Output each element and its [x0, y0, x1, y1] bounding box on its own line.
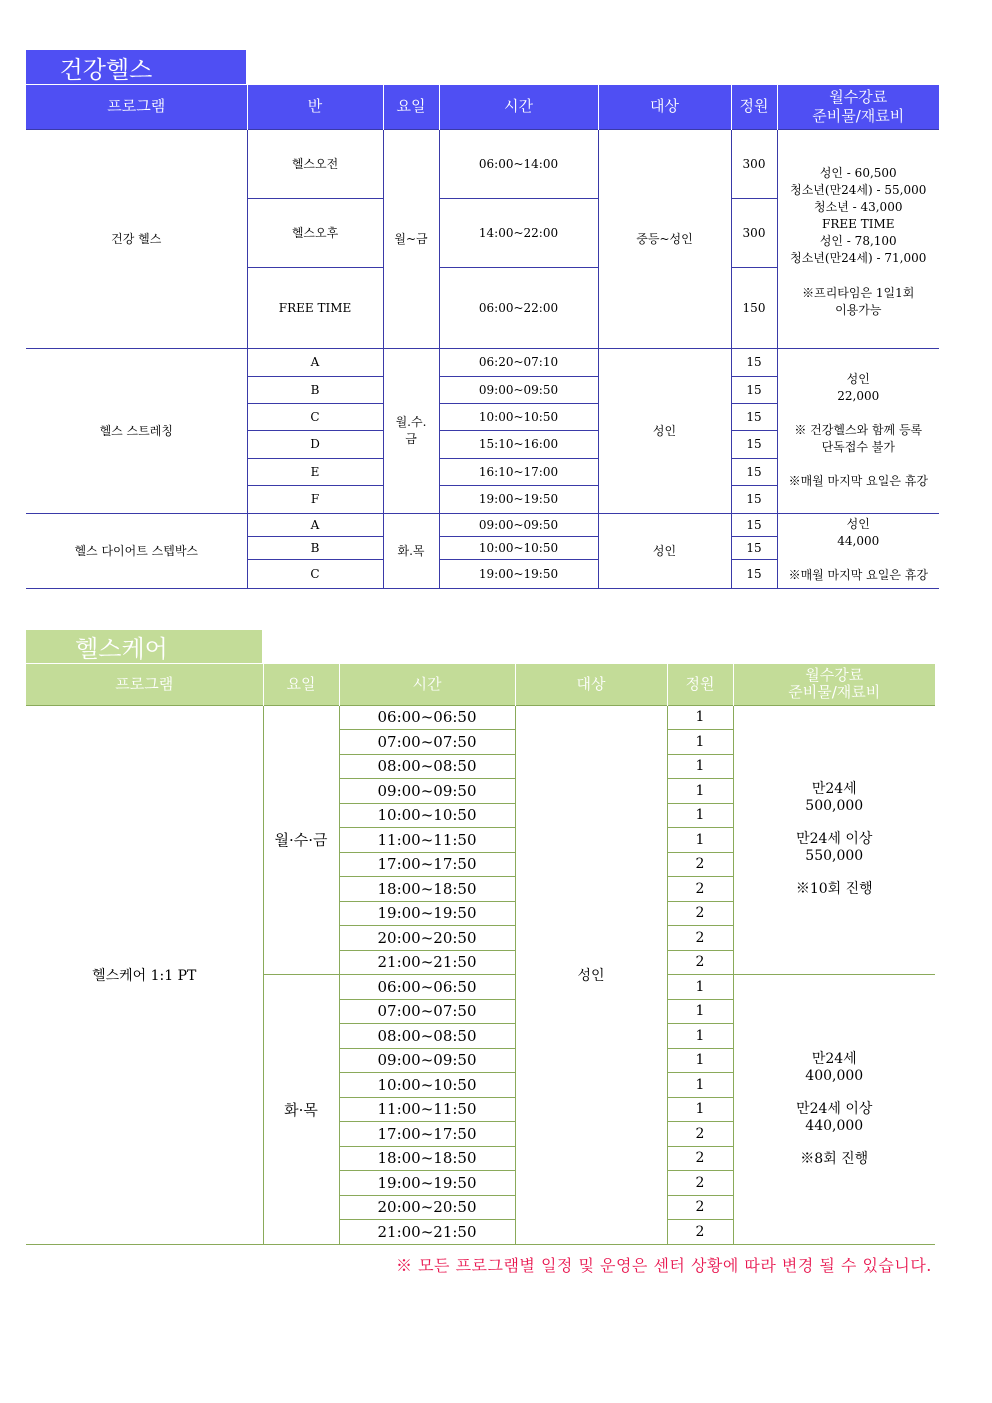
- slot-capacity: 1: [667, 1097, 733, 1122]
- fee-group: [733, 975, 935, 1245]
- day-group: 화·목: [263, 975, 339, 1245]
- slot-capacity: 1: [667, 1073, 733, 1098]
- header-class: 반: [247, 85, 383, 129]
- class-time: 14:00~22:00: [439, 198, 598, 267]
- class-capacity: 150: [731, 267, 777, 348]
- slot-time: 18:00~18:50: [339, 1146, 515, 1171]
- fee-line: 440,000: [805, 1117, 864, 1134]
- fee-note: ※프리타임은 1일1회: [802, 285, 915, 300]
- class-time: 09:00~09:50: [439, 513, 598, 536]
- health-schedule-table: [26, 85, 939, 589]
- fee-group: [733, 705, 935, 975]
- slot-time: 19:00~19:50: [339, 901, 515, 926]
- day-stretch: [383, 348, 439, 513]
- slot-capacity: 2: [667, 901, 733, 926]
- fee-line: FREE TIME: [822, 216, 895, 231]
- class-capacity: 15: [731, 403, 777, 430]
- fee-line: 성인 - 78,100: [819, 233, 897, 248]
- header-fee: [733, 664, 935, 705]
- fee-line: ※10회 진행: [795, 881, 873, 898]
- header-day: 요일: [263, 664, 339, 705]
- class-time: 10:00~10:50: [439, 536, 598, 559]
- fee-line: ※8회 진행: [800, 1150, 869, 1167]
- fee-note: ※매월 마지막 요일은 휴강: [788, 474, 928, 488]
- class-name: B: [247, 536, 383, 559]
- class-name: F: [247, 485, 383, 513]
- table-header-row: [26, 85, 939, 129]
- fee-note: ※ 건강헬스와 함께 등록: [794, 423, 923, 437]
- program-health: 건강 헬스: [26, 129, 247, 348]
- slot-capacity: 2: [667, 877, 733, 902]
- fee-line: 성인 - 60,500: [819, 165, 897, 180]
- slot-time: 10:00~10:50: [339, 803, 515, 828]
- target-stretch: 성인: [598, 348, 731, 513]
- fee-line: 성인: [846, 516, 870, 531]
- slot-capacity: 2: [667, 926, 733, 951]
- header-fee-line1: 월수강료: [805, 666, 864, 685]
- slot-capacity: 1: [667, 730, 733, 755]
- class-time: 16:10~17:00: [439, 458, 598, 485]
- class-time: 06:00~14:00: [439, 129, 598, 198]
- class-name: 헬스오후: [247, 198, 383, 267]
- class-time: 06:00~22:00: [439, 267, 598, 348]
- slot-capacity: 2: [667, 1146, 733, 1171]
- class-capacity: 15: [731, 559, 777, 588]
- slot-time: 09:00~09:50: [339, 779, 515, 804]
- slot-capacity: 2: [667, 1122, 733, 1147]
- slot-time: 11:00~11:50: [339, 828, 515, 853]
- slot-time: 06:00~06:50: [339, 705, 515, 730]
- fee-line: 청소년 - 43,000: [814, 199, 903, 214]
- class-name: D: [247, 430, 383, 458]
- class-time: 10:00~10:50: [439, 403, 598, 430]
- fee-health: [777, 129, 939, 348]
- healthcare-body: [26, 705, 935, 1244]
- header-capacity: 정원: [667, 664, 733, 705]
- slot-capacity: 1: [667, 828, 733, 853]
- fee-stretch: [777, 348, 939, 513]
- fee-line: 400,000: [805, 1067, 864, 1084]
- slot-time: 18:00~18:50: [339, 877, 515, 902]
- header-capacity: 정원: [731, 85, 777, 129]
- slot-time: 08:00~08:50: [339, 1024, 515, 1049]
- program-pt: 헬스케어 1:1 PT: [26, 705, 263, 1244]
- slot-capacity: 2: [667, 1220, 733, 1245]
- header-fee: [777, 85, 939, 129]
- slot-capacity: 1: [667, 1048, 733, 1073]
- table-row: [26, 513, 939, 536]
- fee-note: 단독접수 불가: [821, 440, 895, 454]
- class-capacity: 300: [731, 129, 777, 198]
- target-stepbox: 성인: [598, 513, 731, 588]
- table-header-row: [26, 664, 935, 705]
- slot-capacity: 2: [667, 1171, 733, 1196]
- fee-line: 만24세 이상: [796, 1100, 873, 1117]
- slot-capacity: 2: [667, 852, 733, 877]
- class-name: E: [247, 458, 383, 485]
- slot-capacity: 1: [667, 975, 733, 1000]
- header-target: 대상: [598, 85, 731, 129]
- fee-line: 500,000: [805, 798, 864, 815]
- class-time: 19:00~19:50: [439, 559, 598, 588]
- slot-time: 17:00~17:50: [339, 852, 515, 877]
- header-fee-line2: 준비물/재료비: [812, 106, 905, 125]
- slot-capacity: 1: [667, 779, 733, 804]
- slot-capacity: 2: [667, 950, 733, 975]
- header-fee-line2: 준비물/재료비: [788, 683, 881, 702]
- slot-time: 20:00~20:50: [339, 926, 515, 951]
- header-fee-line1: 월수강료: [829, 87, 888, 106]
- header-target: 대상: [515, 664, 667, 705]
- class-name: A: [247, 348, 383, 376]
- header-time: 시간: [339, 664, 515, 705]
- fee-line: 청소년(만24세) - 55,000: [790, 182, 927, 197]
- class-name: C: [247, 559, 383, 588]
- day-group: 월·수·금: [263, 705, 339, 975]
- slot-capacity: 2: [667, 1195, 733, 1220]
- slot-time: 07:00~07:50: [339, 999, 515, 1024]
- slot-time: 17:00~17:50: [339, 1122, 515, 1147]
- day-health: 월~금: [383, 129, 439, 348]
- class-name: A: [247, 513, 383, 536]
- notice-text: ※ 모든 프로그램별 일정 및 운영은 센터 상황에 따라 변경 될 수 있습니다.: [396, 1256, 932, 1275]
- program-stretch: 헬스 스트레칭: [26, 348, 247, 513]
- fee-line: 22,000: [837, 389, 880, 403]
- fee-line: 만24세: [811, 1050, 857, 1067]
- fee-note: ※매월 마지막 요일은 휴강: [788, 567, 928, 582]
- slot-capacity: 1: [667, 754, 733, 779]
- class-capacity: 15: [731, 513, 777, 536]
- day-stretch-text: 월.수.금: [395, 414, 427, 446]
- slot-time: 08:00~08:50: [339, 754, 515, 779]
- class-capacity: 15: [731, 485, 777, 513]
- slot-time: 07:00~07:50: [339, 730, 515, 755]
- header-time: 시간: [439, 85, 598, 129]
- section1-title: 건강헬스: [26, 50, 246, 84]
- table-row: [26, 129, 939, 198]
- header-program: 프로그램: [26, 664, 263, 705]
- slot-time: 21:00~21:50: [339, 1220, 515, 1245]
- healthcare-schedule-table: [26, 664, 935, 1245]
- fee-line: 만24세 이상: [796, 831, 873, 848]
- slot-time: 06:00~06:50: [339, 975, 515, 1000]
- class-time: 19:00~19:50: [439, 485, 598, 513]
- slot-time: 19:00~19:50: [339, 1171, 515, 1196]
- slot-capacity: 1: [667, 803, 733, 828]
- slot-time: 10:00~10:50: [339, 1073, 515, 1098]
- fee-line: 550,000: [805, 848, 864, 865]
- slot-time: 20:00~20:50: [339, 1195, 515, 1220]
- class-name: 헬스오전: [247, 129, 383, 198]
- class-capacity: 15: [731, 348, 777, 376]
- fee-line: 성인: [846, 372, 870, 386]
- class-time: 09:00~09:50: [439, 376, 598, 403]
- header-program: 프로그램: [26, 85, 247, 129]
- class-name: C: [247, 403, 383, 430]
- program-stepbox: 헬스 다이어트 스텝박스: [26, 513, 247, 588]
- table-row: [26, 705, 935, 730]
- slot-capacity: 1: [667, 1024, 733, 1049]
- class-time: 15:10~16:00: [439, 430, 598, 458]
- slot-time: 09:00~09:50: [339, 1048, 515, 1073]
- class-name: B: [247, 376, 383, 403]
- target-health: 중등~성인: [598, 129, 731, 348]
- slot-time: 11:00~11:50: [339, 1097, 515, 1122]
- fee-stepbox: [777, 513, 939, 588]
- day-stepbox: 화.목: [383, 513, 439, 588]
- class-capacity: 15: [731, 536, 777, 559]
- class-time: 06:20~07:10: [439, 348, 598, 376]
- fee-line: 44,000: [837, 533, 880, 548]
- slot-capacity: 1: [667, 999, 733, 1024]
- class-capacity: 15: [731, 430, 777, 458]
- slot-time: 21:00~21:50: [339, 950, 515, 975]
- fee-line: 청소년(만24세) - 71,000: [790, 250, 927, 265]
- header-day: 요일: [383, 85, 439, 129]
- class-name: FREE TIME: [247, 267, 383, 348]
- section2-title: 헬스케어: [26, 630, 262, 663]
- slot-capacity: 1: [667, 705, 733, 730]
- table-row: [26, 348, 939, 376]
- fee-note: 이용가능: [835, 302, 882, 317]
- class-capacity: 15: [731, 376, 777, 403]
- class-capacity: 300: [731, 198, 777, 267]
- class-capacity: 15: [731, 458, 777, 485]
- target-pt: 성인: [515, 705, 667, 1244]
- fee-line: 만24세: [811, 781, 857, 798]
